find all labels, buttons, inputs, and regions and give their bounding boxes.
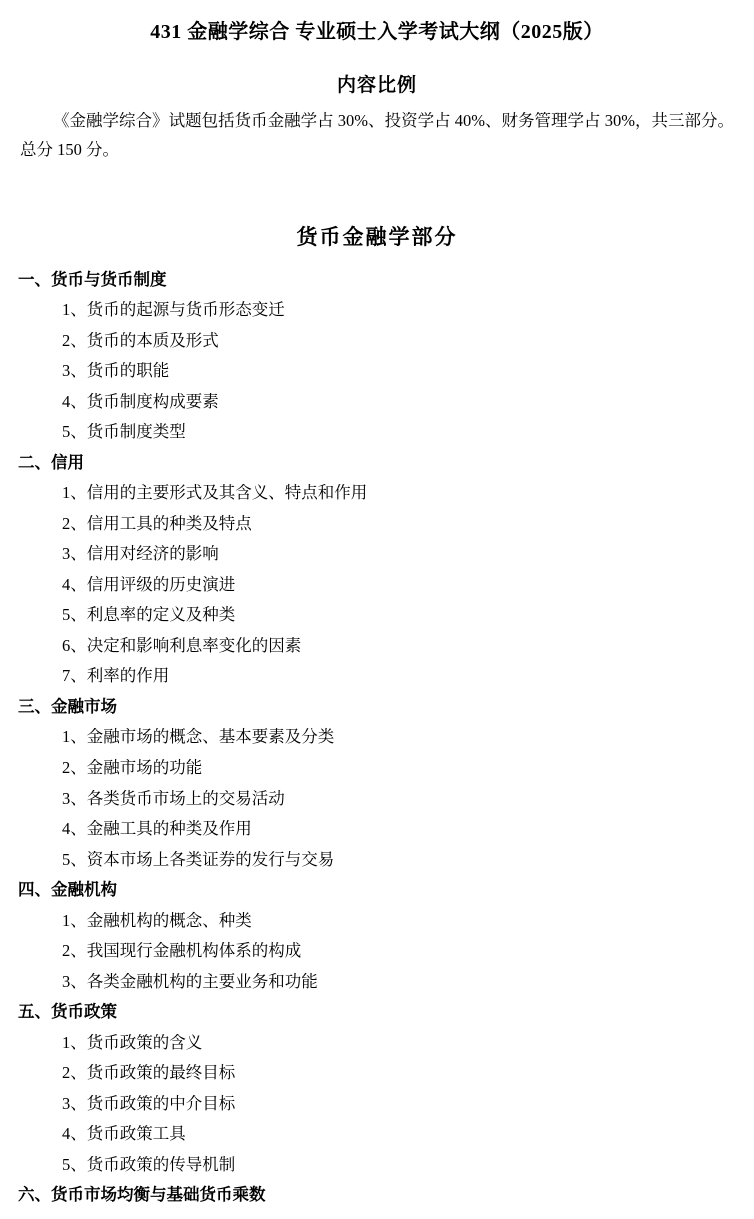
chapter-title: 一、货币与货币制度 <box>18 269 167 289</box>
chapter-item: 7、利率的作用 <box>62 666 170 686</box>
chapter-item: 4、信用评级的历史演进 <box>62 574 236 594</box>
chapter-item: 2、我国现行金融机构体系的构成 <box>62 941 302 961</box>
chapter-item: 5、货币制度类型 <box>62 422 186 442</box>
chapter-title: 四、金融机构 <box>18 880 117 900</box>
chapter-item: 5、货币政策的传导机制 <box>62 1154 236 1174</box>
chapter-item: 4、金融工具的种类及作用 <box>62 819 252 839</box>
outline-chapter <box>18 875 736 997</box>
outline-chapter <box>18 692 736 875</box>
chapter-item: 3、货币的职能 <box>62 361 170 381</box>
outline-chapter <box>18 1180 736 1211</box>
outline-chapter <box>18 265 736 448</box>
part-heading-monetary-finance: 货币金融学部分 <box>296 224 458 249</box>
chapter-title: 六、货币市场均衡与基础货币乘数 <box>18 1185 266 1205</box>
outline-list <box>18 265 736 1211</box>
content-proportion-paragraph: 《金融学综合》试题包括货币金融学占 30%、投资学占 40%、财务管理学占 30%，共三部分。总分 150 分。 <box>20 111 734 159</box>
chapter-item: 1、信用的主要形式及其含义、特点和作用 <box>62 483 368 503</box>
outline-chapter <box>18 997 736 1180</box>
chapter-item: 1、金融市场的概念、基本要素及分类 <box>62 727 335 747</box>
document-title: 431 金融学综合 专业硕士入学考试大纲（2025版） <box>150 21 604 43</box>
chapter-item: 2、信用工具的种类及特点 <box>62 513 252 533</box>
chapter-item: 5、资本市场上各类证券的发行与交易 <box>62 849 335 869</box>
content-proportion-heading: 内容比例 <box>336 75 417 96</box>
outline-chapter <box>18 448 736 692</box>
chapter-item: 2、货币政策的最终目标 <box>62 1063 236 1083</box>
chapter-title: 二、信用 <box>18 452 84 472</box>
chapter-item: 1、货币的起源与货币形态变迁 <box>62 300 285 320</box>
chapter-item: 4、货币政策工具 <box>62 1124 186 1144</box>
chapter-item: 1、金融机构的概念、种类 <box>62 910 252 930</box>
chapter-title: 五、货币政策 <box>18 1002 117 1022</box>
chapter-item: 3、信用对经济的影响 <box>62 544 219 564</box>
chapter-item: 6、决定和影响利息率变化的因素 <box>62 635 302 655</box>
chapter-title: 三、金融市场 <box>18 696 117 716</box>
chapter-item: 5、利息率的定义及种类 <box>62 605 236 625</box>
chapter-item: 2、货币的本质及形式 <box>62 330 219 350</box>
chapter-item: 4、货币制度构成要素 <box>62 391 219 411</box>
chapter-item: 2、金融市场的功能 <box>62 758 203 777</box>
chapter-item: 3、各类金融机构的主要业务和功能 <box>62 971 318 991</box>
chapter-item: 1、货币政策的含义 <box>62 1032 203 1052</box>
chapter-item: 3、货币政策的中介目标 <box>62 1093 236 1113</box>
chapter-item: 3、各类货币市场上的交易活动 <box>62 788 285 808</box>
